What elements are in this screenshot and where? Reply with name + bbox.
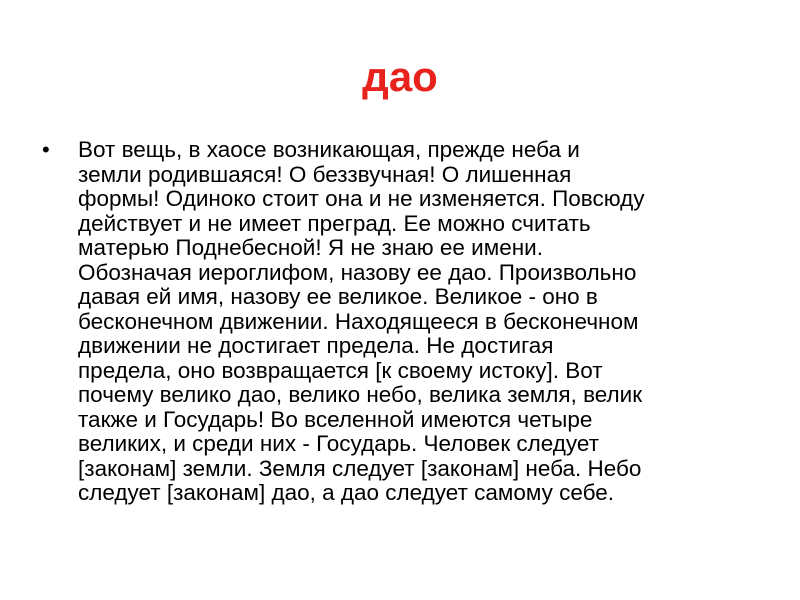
paragraph-line: Обозначая иероглифом, назову ее дао. Произвольно (78, 259, 637, 285)
paragraph-line: почему велико дао, велико небо, велика земля, велик (78, 382, 643, 407)
paragraph-line: великих, и среди них - Государь. Человек следует (78, 431, 600, 456)
slide-title: дао (362, 53, 438, 100)
paragraph-line: [законам] земли. Земля следует [законам] неба. Небо (78, 455, 642, 481)
paragraph-line: также и Государь! Во вселенной имеются четыре (78, 406, 593, 432)
bullet-list (40, 138, 740, 506)
paragraph-line: бесконечном движении. Находящееся в бесконечном (78, 308, 639, 334)
paragraph-line: давая ей имя, назову ее великое. Великое - оно в (78, 284, 598, 309)
paragraph-line: земли родившаяся! О беззвучная! О лишенная (78, 161, 572, 187)
paragraph-line: формы! Одиноко стоит она и не изменяется. Повсюду (78, 186, 645, 211)
paragraph-line: движении не достигает предела. Не достигая (78, 333, 554, 358)
paragraph-line: действует и не имеет преград. Ее можно считать (78, 210, 591, 236)
paragraph-line: Вот вещь, в хаосе возникающая, прежде неба и (78, 137, 580, 162)
paragraph-line: матерью Поднебесной! Я не знаю ее имени. (78, 235, 543, 260)
bullet-icon: • (42, 137, 50, 162)
paragraph-line: предела, оно возвращается [к своему истоку]. Вот (78, 357, 603, 383)
bullet-item (40, 138, 740, 506)
paragraph-line: следует [законам] дао, а дао следует самому себе. (78, 480, 615, 505)
